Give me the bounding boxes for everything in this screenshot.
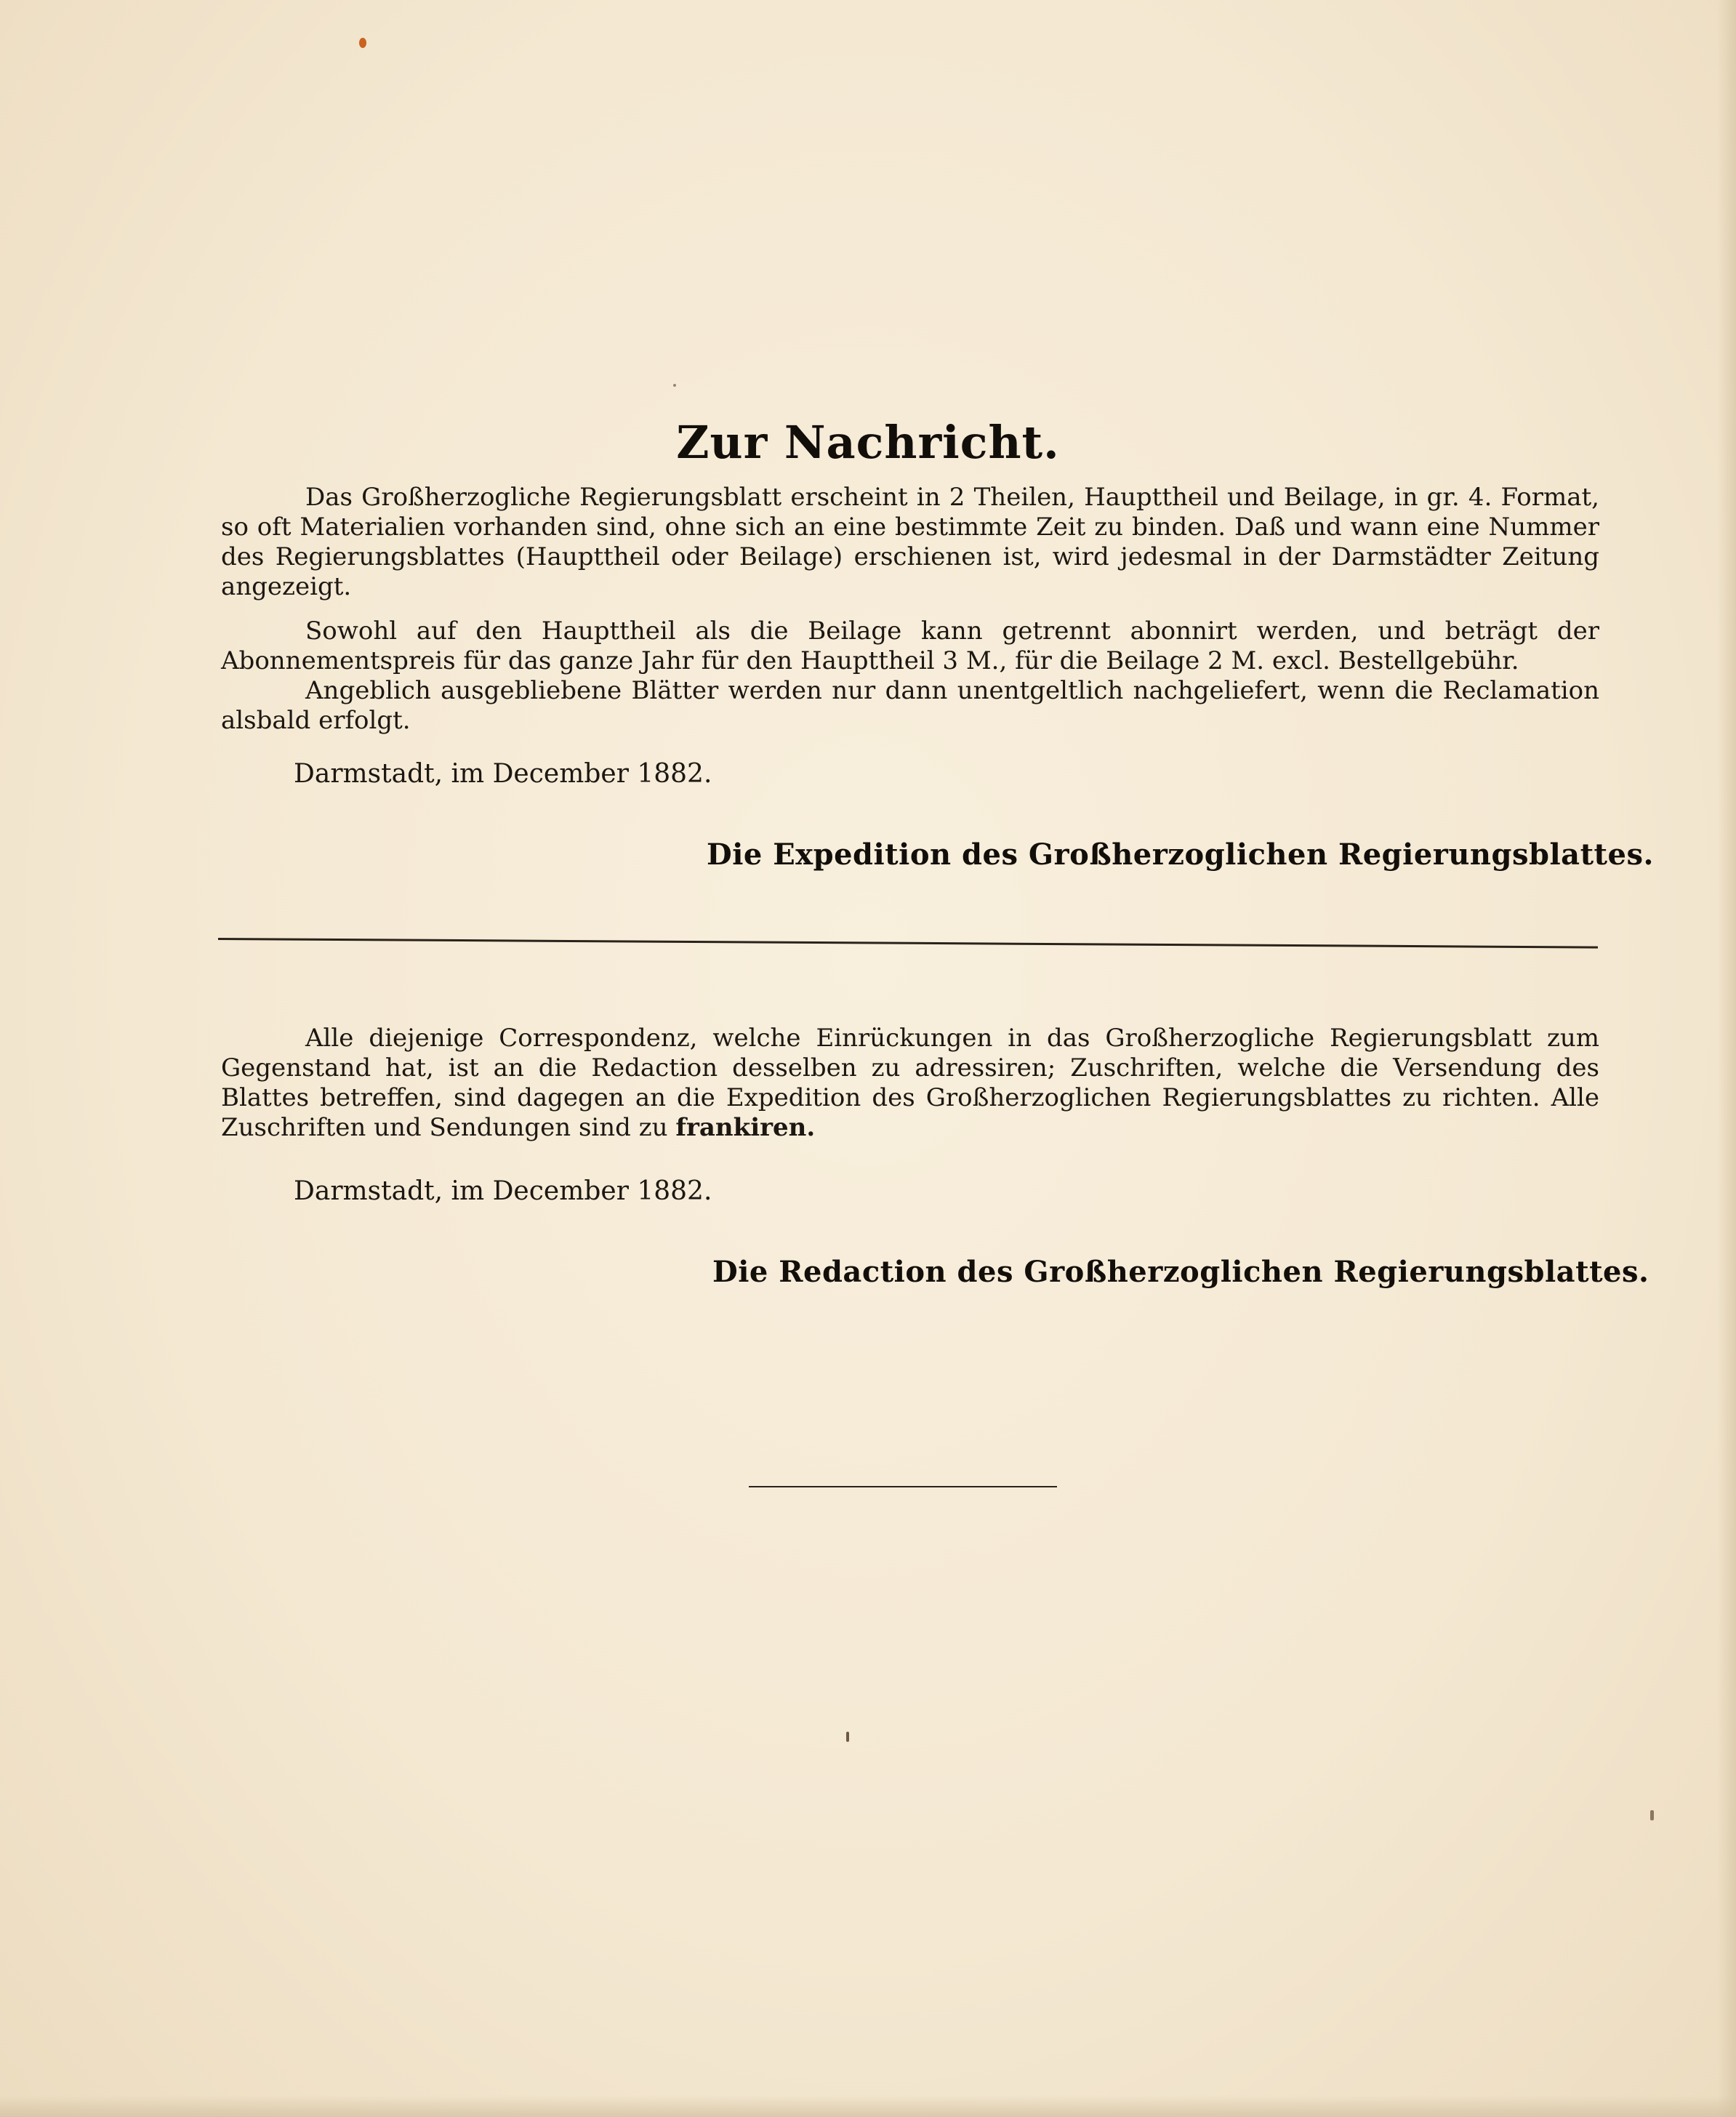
paper-speck [1650,1810,1654,1820]
signature-redaction: Die Redaction des Großherzoglichen Regierungsblattes. [712,1255,1649,1289]
notice-paragraph-correspondence [221,1024,1599,1143]
page-edge-right [1717,0,1736,2117]
emphasis-frankiren: frankiren. [675,1113,816,1142]
page-edge-bottom [0,2095,1736,2117]
paragraph-text: Angeblich ausgebliebene Blätter werden nur dann unentgeltlich nachgeliefert, wenn die Reclamation alsbald erfolgt. [221,676,1599,735]
closing-rule [749,1486,1057,1487]
signature-expedition: Die Expedition des Großherzoglichen Regierungsblattes. [707,837,1654,872]
paragraph-text: Das Großherzogliche Regierungsblatt erscheint in 2 Theilen, Haupttheil und Beilage, in gr. 4. Format, so oft Materialien vorhanden sind, ohne sich an eine bestimmte Zeit zu binden. Daß und wann eine Nummer des Regierungsblattes (Haupttheil oder Beilage) erschienen ist, wird jedesmal in der Darmstädter Zeitung angezeigt. [221,483,1599,601]
section-divider [218,938,1598,949]
paper-speck [846,1732,849,1742]
paper-stain [359,38,366,48]
paragraph-text: Sowohl auf den Haupttheil als die Beilage kann getrennt abonnirt werden, und beträgt der Abonnementspreis für das ganze Jahr für den Haupttheil 3 M., für die Beilage 2 M. excl. Bestellgebühr. [221,616,1599,675]
paragraph-text: Alle diejenige Correspondenz, welche Einrückungen in das Großherzogliche Regierungsblatt zum Gegenstand hat, ist an die Redaction desselben zu adressiren; Zuschriften, welche die Versendung des Blattes betreffen, sind dagegen an die Expedition des Großherzoglichen Regierungsblattes zu richten. Alle Zuschriften und Sendungen sind zu [221,1024,1599,1142]
notice-paragraph-format [221,483,1599,602]
paper-speck [673,384,676,387]
place-date-redaction: Darmstadt, im December 1882. [294,1176,712,1206]
place-date-expedition: Darmstadt, im December 1882. [294,759,712,789]
notice-paragraph-reclamation [221,676,1599,736]
notice-title: Zur Nachricht. [676,416,1060,469]
notice-paragraph-subscription [221,616,1599,676]
